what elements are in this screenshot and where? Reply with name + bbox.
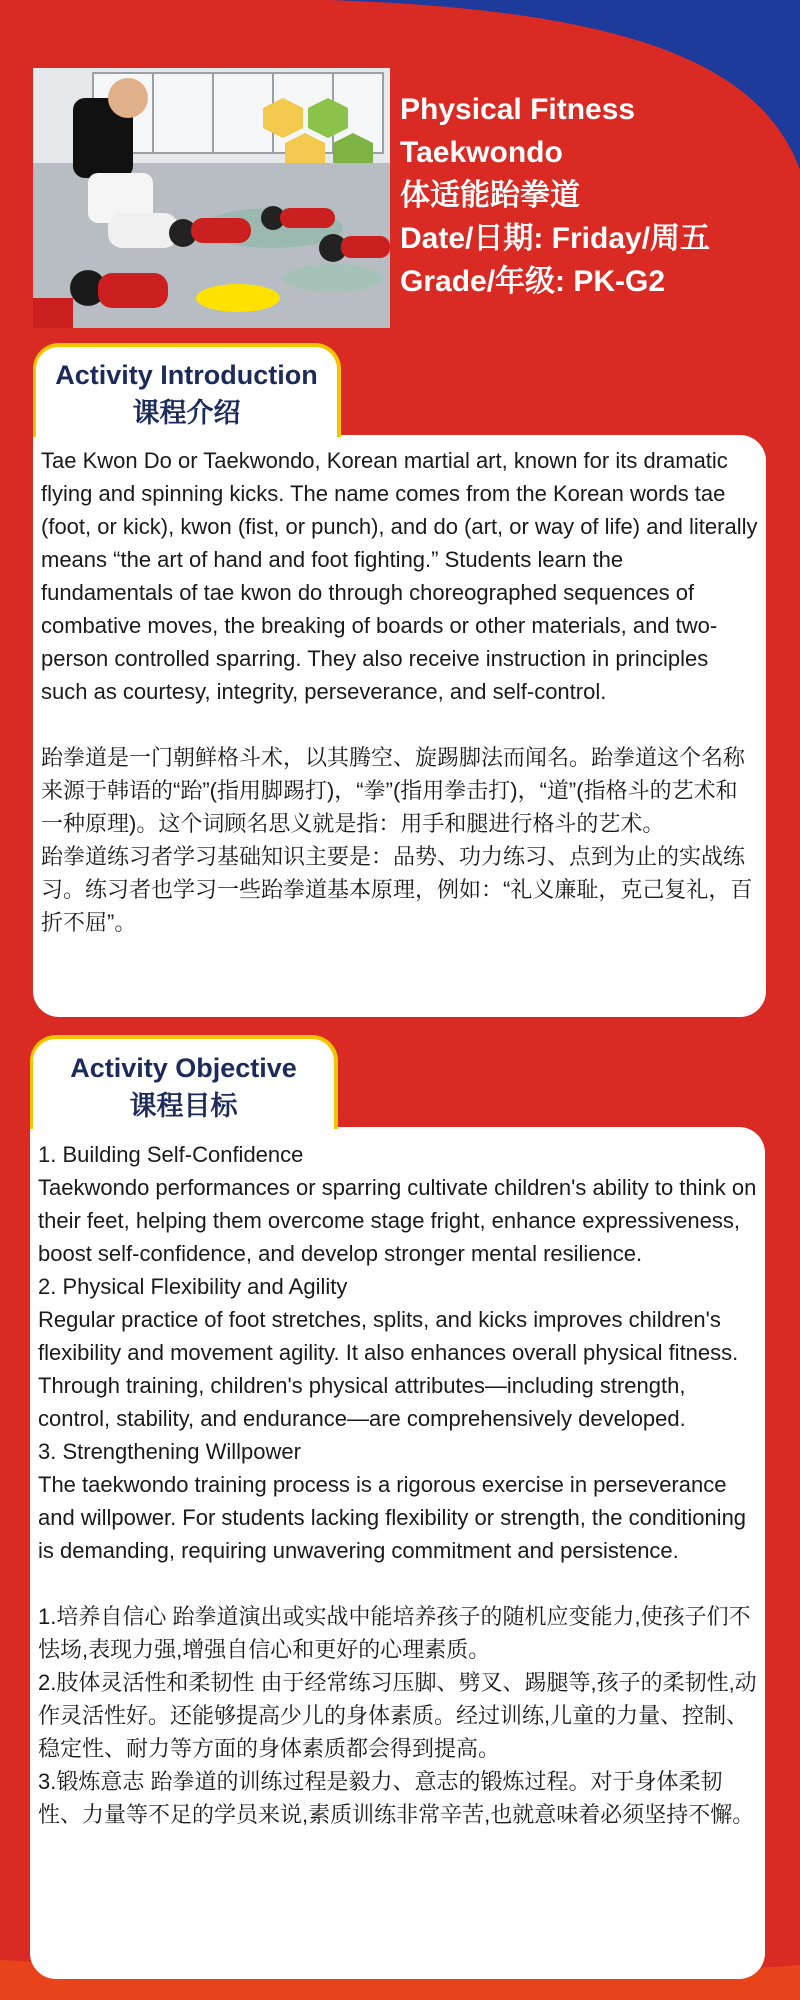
- intro-tab-title-cn: 课程介绍: [132, 398, 241, 428]
- objective-item1-title: 1. Building Self-Confidence: [38, 1142, 304, 1167]
- taekwondo-class-photo: [33, 68, 390, 328]
- objective-cn-1: 1.培养自信心 跆拳道演出或实战中能培养孩子的随机应变能力,使孩子们不怯场,表现力强,增强自信心和更好的心理素质。: [38, 1604, 751, 1662]
- objective-item2-body: Regular practice of foot stretches, splits, and kicks improves children's flexibility and movement agility. It also enhances overall physical fitness. Through training, children's physical attributes—including strength, control, stability, and endurance—are comprehensively developed.: [38, 1307, 739, 1431]
- title-chinese: 体适能跆拳道: [400, 179, 580, 212]
- title-english-line2: Taekwondo: [400, 136, 563, 169]
- intro-tab-title-en: Activity Introduction: [55, 360, 318, 390]
- objective-tab-title-en: Activity Objective: [70, 1053, 297, 1083]
- intro-tab: [33, 343, 341, 437]
- grade-line: Grade/年级: PK-G2: [400, 265, 666, 298]
- intro-paragraph-cn-1: 跆拳道是一门朝鲜格斗术，以其腾空、旋踢脚法而闻名。跆拳道这个名称来源于韩语的“跆”(指用脚踢打)，“拳”(指用拳击打)，“道”(指格斗的艺术和一种原理)。这个词顾名思义就是指：用手和腿进行格斗的艺术。: [41, 745, 746, 836]
- intro-panel: [33, 435, 766, 1017]
- spacer: [38, 1567, 757, 1600]
- date-line: Date/日期: Friday/周五: [400, 222, 711, 255]
- intro-paragraph-cn-2: 跆拳道练习者学习基础知识主要是：品势、功力练习、点到为止的实战练习。练习者也学习一些跆拳道基本原理，例如：“礼义廉耻，克己复礼，百折不屈”。: [41, 844, 753, 935]
- intro-paragraph-en: Tae Kwon Do or Taekwondo, Korean martial art, known for its dramatic flying and spinning kicks. The name comes from the Korean words tae (foot, or kick), kwon (fist, or punch), and do (art, or way of life) and literally means “the art of hand and foot fighting.” Students learn the fundamentals of tae kwon do through choreographed sequences of combative moves, the breaking of boards or other materials, and two-person controlled sparring. They also receive instruction in principles such as courtesy, integrity, perseverance, and self-control.: [41, 448, 758, 704]
- objective-item1-body: Taekwondo performances or sparring cultivate children's ability to think on their feet, helping them overcome stage fright, enhance expressiveness, boost self-confidence, and develop stronger mental resilience.: [38, 1175, 757, 1266]
- objective-tab: [30, 1035, 338, 1129]
- objective-cn-2: 2.肢体灵活性和柔韧性 由于经常练习压脚、劈叉、踢腿等,孩子的柔韧性,动作灵活性好。还能够提高少儿的身体素质。经过训练,儿童的力量、控制、稳定性、耐力等方面的身体素质都会得到提高。: [38, 1670, 757, 1761]
- spacer: [41, 708, 758, 741]
- objective-tab-title-cn: 课程目标: [129, 1091, 238, 1121]
- header: [400, 88, 790, 303]
- objective-item2-title: 2. Physical Flexibility and Agility: [38, 1274, 348, 1299]
- objective-item3-body: The taekwondo training process is a rigorous exercise in perseverance and willpower. For students lacking flexibility or strength, the conditioning is demanding, requiring unwavering commitment and persistence.: [38, 1472, 747, 1563]
- objective-item3-title: 3. Strengthening Willpower: [38, 1439, 301, 1464]
- objective-cn-3: 3.锻炼意志 跆拳道的训练过程是毅力、意志的锻炼过程。对于身体柔韧性、力量等不足的学员来说,素质训练非常辛苦,也就意味着必须坚持不懈。: [38, 1769, 755, 1827]
- title-english-line1: Physical Fitness: [400, 93, 636, 126]
- objective-panel: [30, 1127, 765, 1979]
